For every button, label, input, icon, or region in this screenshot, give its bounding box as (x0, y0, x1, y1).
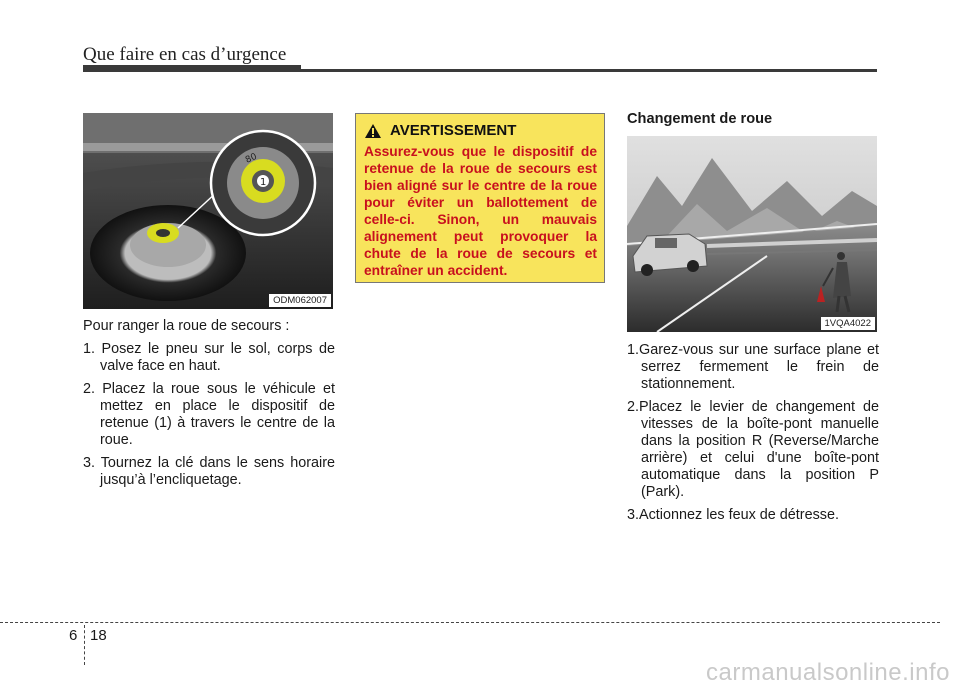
list-item: 2.Placez le levier de changement de vitesses de la boîte-pont manuelle dans la position R (Reverse/Marche arrière) et celui d'une boîte-pont automatique dans la position P (Park). (627, 399, 879, 500)
tire-change-steps-list (627, 342, 879, 524)
column3-text (627, 342, 879, 530)
roadside-illustration (627, 136, 877, 332)
warning-title: AVERTISSEMENT (390, 122, 517, 139)
list-item: 1. Posez le pneu sur le sol, corps de valve face en haut. (83, 341, 335, 374)
footer-rule (0, 622, 940, 623)
storage-steps-list (83, 341, 335, 489)
spare-tire-illustration (83, 113, 333, 309)
figure-caption: ODM062007 (269, 294, 331, 307)
warning-box (355, 113, 605, 283)
column1-text (83, 318, 335, 495)
watermark: carmanualsonline.info (706, 659, 950, 686)
page-number-divider (84, 625, 85, 665)
list-item: 3.Actionnez les feux de détresse. (627, 507, 839, 523)
list-item: 1.Garez-vous sur une surface plane et serrez fermement le frein de stationnement. (627, 342, 879, 392)
svg-text:1: 1 (260, 177, 267, 188)
chapter-number: 6 (69, 627, 78, 644)
roadside-drawing (627, 136, 877, 332)
warning-body: Assurez-vous que le dispositif de retenue de la roue de secours est bien aligné sur le centre de la roue pour éviter un ballottement de celle-ci. Sinon, un mauvais alignement peut provoquer la chute de la roue de secours et entraîner un accident. (364, 144, 597, 278)
warning-header (364, 122, 597, 139)
header-rule (83, 69, 877, 72)
list-item: 2. Placez la roue sous le véhicule et mettez en place le dispositif de retenue (1) à travers le centre de la roue. (83, 381, 335, 448)
figure-caption: 1VQA4022 (821, 317, 875, 330)
spare-tire-drawing (83, 113, 333, 309)
svg-text:80: 80 (244, 151, 259, 166)
section-title: Changement de roue (627, 111, 773, 127)
page-number: 18 (90, 627, 107, 644)
intro-text: Pour ranger la roue de secours : (83, 318, 290, 334)
warning-triangle-icon (364, 123, 382, 139)
page-header-title: Que faire en cas d’urgence (83, 44, 287, 65)
list-item: 3. Tournez la clé dans le sens horaire jusqu’à l’encliquetage. (83, 455, 335, 488)
